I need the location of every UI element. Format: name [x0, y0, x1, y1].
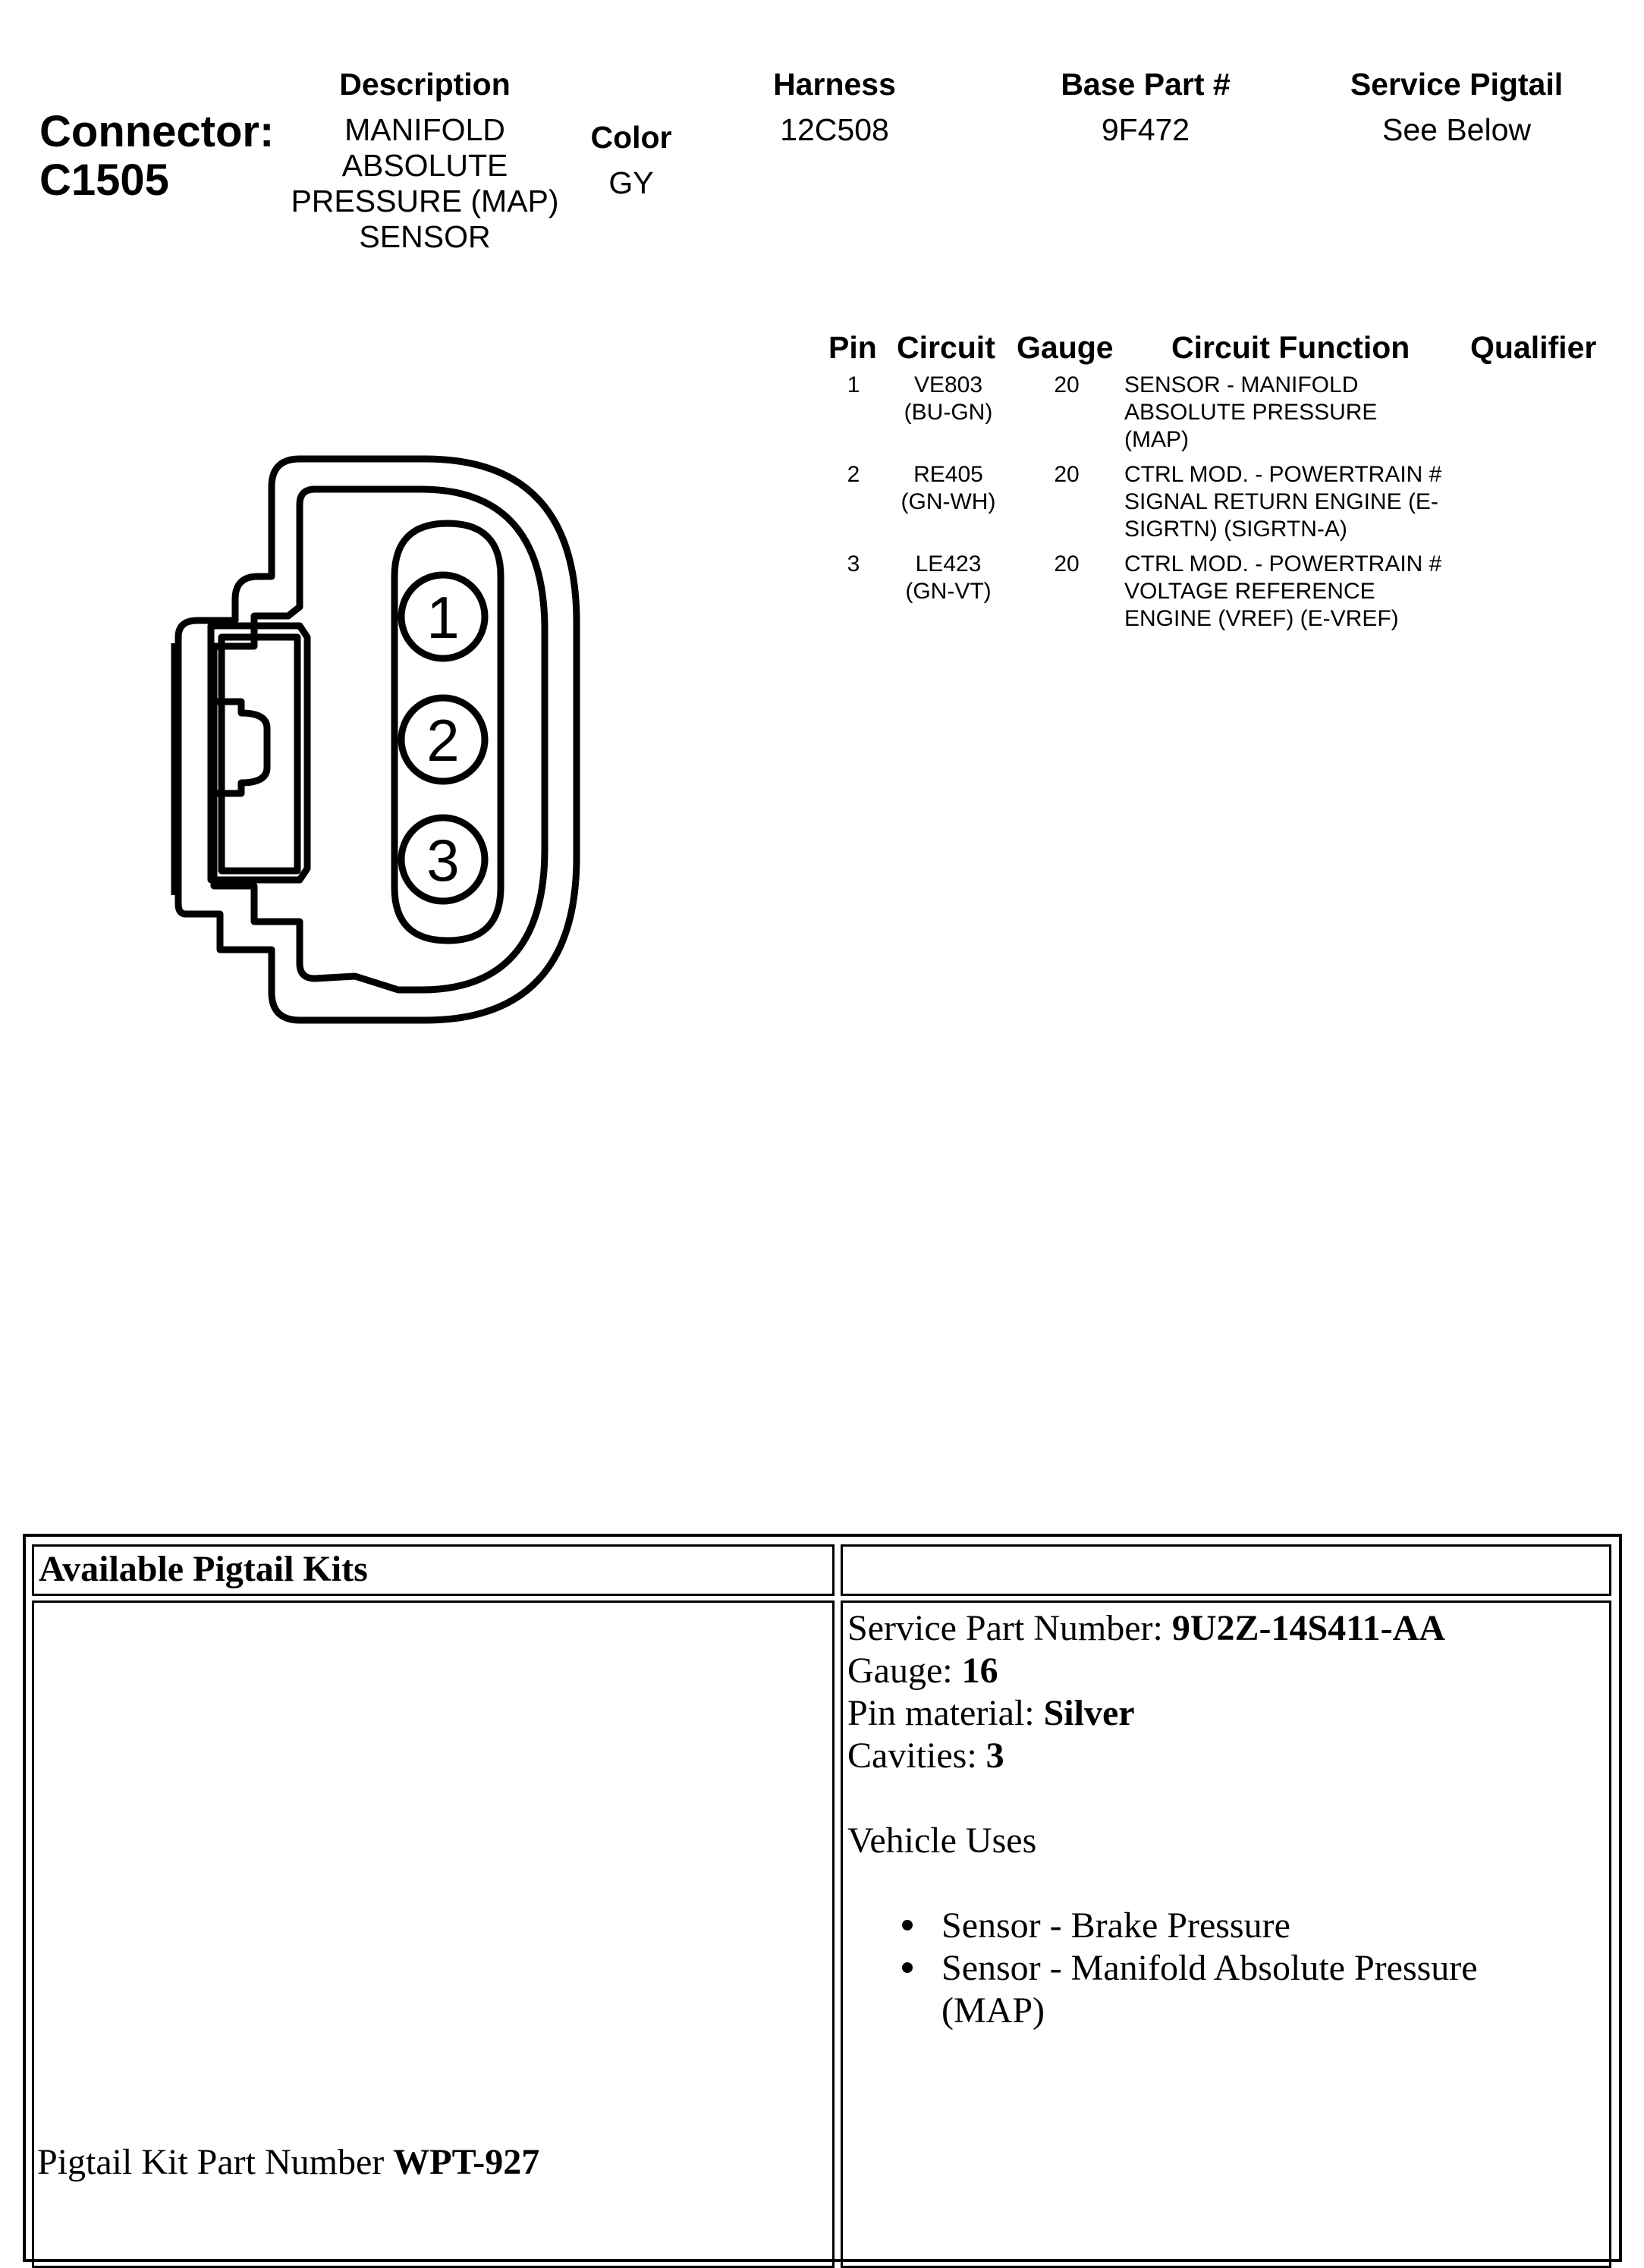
- list-item: [941, 1905, 1598, 1947]
- connector-title: [39, 108, 274, 205]
- color-value: GY: [608, 165, 654, 200]
- harness-header: Harness: [773, 67, 896, 102]
- circuit-cell: [880, 372, 1017, 426]
- circuit-cell: [880, 551, 1017, 605]
- pin-1-label: 1: [426, 584, 460, 651]
- cavities-value: 3: [985, 1736, 1004, 1776]
- function-cell: [1124, 372, 1488, 454]
- gauge-cell: 20: [1054, 372, 1080, 397]
- pin-cell: 1: [847, 372, 860, 397]
- pigtail-title-cell: [32, 1544, 835, 1596]
- description-line: PRESSURE (MAP): [291, 184, 559, 218]
- function-header: Circuit Function: [1171, 330, 1410, 365]
- pigtail-kit-part-number: [37, 2141, 539, 2184]
- harness-value: 12C508: [780, 112, 889, 147]
- vehicle-use-text: Sensor - Brake Pressure: [941, 1905, 1290, 1946]
- pigtail-details: [847, 1607, 1598, 2032]
- latch-outer: [211, 626, 307, 880]
- connector-label: Connector:: [39, 107, 275, 156]
- gauge-header: Gauge: [1017, 330, 1114, 365]
- description-line: MANIFOLD: [344, 112, 505, 147]
- base-part-header: Base Part #: [1061, 67, 1231, 102]
- qualifier-header: Qualifier: [1470, 330, 1597, 365]
- service-part-line: [847, 1607, 1598, 1650]
- function-cell: [1124, 551, 1488, 633]
- pin-material-line: [847, 1692, 1598, 1735]
- vehicle-uses-list: [941, 1905, 1598, 2032]
- outer-housing-outline: [178, 459, 577, 1020]
- circuit-color: (GN-WH): [901, 489, 996, 514]
- function-line: CTRL MOD. - POWERTRAIN #: [1124, 462, 1442, 487]
- service-part-label: Service Part Number:: [847, 1608, 1172, 1648]
- description-header: Description: [339, 67, 511, 102]
- list-item-continuation: [941, 1990, 1598, 2032]
- kit-part-value: WPT-927: [393, 2142, 540, 2182]
- description-value: [273, 112, 577, 255]
- cavities-line: [847, 1735, 1598, 1777]
- circuit-color: (BU-GN): [904, 400, 993, 425]
- function-line: VOLTAGE REFERENCE: [1124, 579, 1375, 604]
- connector-face-diagram: [152, 440, 607, 1032]
- description-line: SENSOR: [359, 219, 491, 254]
- pin-material-value: Silver: [1043, 1693, 1135, 1733]
- bullet-icon: [902, 1962, 913, 1973]
- pin-cell: 3: [847, 551, 860, 576]
- service-part-value: 9U2Z-14S411-AA: [1171, 1608, 1445, 1648]
- function-line: ABSOLUTE PRESSURE: [1124, 400, 1378, 425]
- bullet-icon: [902, 1920, 913, 1930]
- function-line: SIGRTN) (SIGRTN-A): [1124, 517, 1347, 542]
- pin-3-label: 3: [426, 827, 460, 894]
- service-pigtail-value: See Below: [1382, 112, 1531, 147]
- function-line: ENGINE (VREF) (E-VREF): [1124, 606, 1399, 631]
- circuit-color: (GN-VT): [905, 579, 992, 604]
- function-line: SIGNAL RETURN ENGINE (E-: [1124, 489, 1438, 514]
- color-header: Color: [590, 120, 672, 155]
- pigtail-section-title: Available Pigtail Kits: [39, 1549, 368, 1589]
- pigtail-blank-header-cell: [841, 1544, 1611, 1596]
- function-line: CTRL MOD. - POWERTRAIN #: [1124, 551, 1442, 576]
- vehicle-use-text: (MAP): [941, 1990, 1045, 2031]
- service-pigtail-header: Service Pigtail: [1350, 67, 1564, 102]
- vehicle-uses-label: Vehicle Uses: [847, 1820, 1037, 1861]
- pin-2-label: 2: [426, 707, 460, 774]
- base-part-value: 9F472: [1101, 112, 1190, 147]
- circuit-header: Circuit: [897, 330, 995, 365]
- vehicle-use-text: Sensor - Manifold Absolute Pressure: [941, 1948, 1478, 1988]
- function-cell: [1124, 461, 1488, 543]
- circuit-id: VE803: [913, 372, 983, 397]
- list-item: [941, 1947, 1598, 1990]
- description-line: ABSOLUTE: [341, 148, 508, 183]
- gauge-value: 16: [961, 1651, 998, 1691]
- circuit-id: LE423: [915, 551, 982, 576]
- pigtail-right-cell: [841, 1600, 1611, 2268]
- connector-id: C1505: [39, 155, 169, 205]
- gauge-label: Gauge:: [847, 1651, 962, 1691]
- function-line: (MAP): [1124, 427, 1189, 452]
- pin-header: Pin: [828, 330, 877, 365]
- function-line: SENSOR - MANIFOLD: [1124, 372, 1359, 397]
- gauge-cell: 20: [1054, 551, 1080, 576]
- latch-inner: [222, 637, 297, 871]
- pigtail-left-cell: [32, 1600, 835, 2268]
- circuit-id: RE405: [913, 462, 983, 487]
- cavities-label: Cavities:: [847, 1736, 986, 1776]
- pin-material-label: Pin material:: [847, 1693, 1044, 1733]
- gauge-line: [847, 1650, 1598, 1692]
- circuit-cell: [880, 461, 1017, 516]
- gauge-cell: 20: [1054, 462, 1080, 487]
- kit-part-label: Pigtail Kit Part Number: [37, 2142, 394, 2182]
- pin-cell: 2: [847, 462, 860, 487]
